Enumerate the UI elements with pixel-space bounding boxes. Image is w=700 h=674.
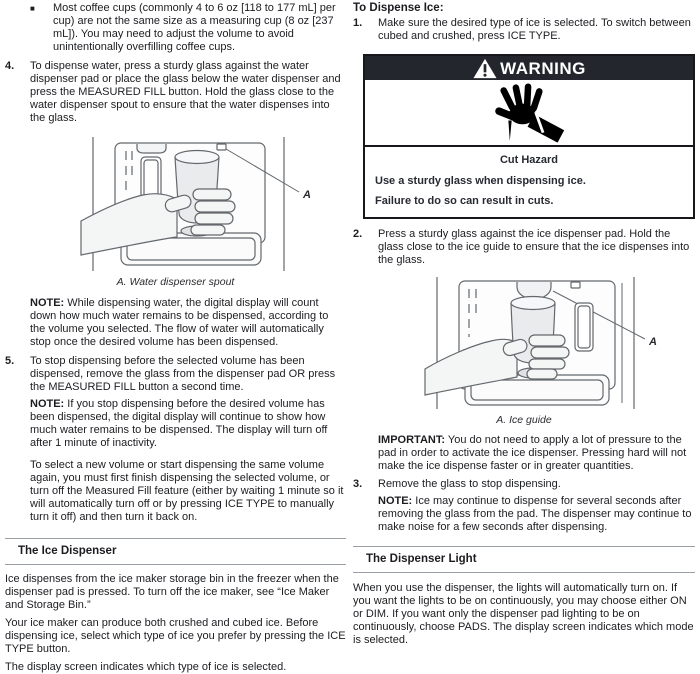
figure-caption: A. Water dispenser spout xyxy=(116,276,235,288)
finger xyxy=(191,225,225,235)
step-text: Make sure the desired type of ice is selected. To switch between cubed and crushed, press ICE TYPE. xyxy=(378,17,691,42)
note-label: NOTE: xyxy=(30,398,65,410)
figure-caption: A. Ice guide xyxy=(496,414,552,426)
step-2 xyxy=(353,228,695,267)
warning-triangle-icon xyxy=(472,57,498,80)
ice-dispenser-paragraph: Your ice maker can produce both crushed and cubed ice. Before dispensing ice, select which type of ice you prefer by pressing the ICE TYPE button. xyxy=(5,617,346,655)
new-volume-paragraph: To select a new volume or start dispensing the same volume again, you must first finish dispensing the selected volume, or turn off the Measured Fill feature (either by waiting 1 minute so it will automatically turn off or by pressing ICE TYPE to manually turn it off) and then turn it back on. xyxy=(30,459,344,523)
finger xyxy=(195,213,233,224)
important-paragraph xyxy=(378,434,695,473)
step-text: To stop dispensing before the selected volume has been dispensed, remove the glass from the dispenser pad OR press the MEASURED FILL button a second time. xyxy=(30,355,336,393)
section-title: The Dispenser Light xyxy=(366,553,477,565)
step-text: To dispense water, press a sturdy glass against the water dispenser pad or place the glass below the water dispenser and press the MEASURED FILL button. Hold the glass close to the water dispenser spout to ensure that the water dispenses into the glass. xyxy=(30,60,341,124)
step-1 xyxy=(353,17,695,43)
dispenser-light-paragraph: When you use the dispenser, the lights will automatically turn on. If you want the lights to be on continuously, you may choose either ON or DIM. If you want only the dispenser pad lighting to be on continuously, choose PADS. The display screen indicates which mode is selected. xyxy=(353,582,694,646)
section-header-ice-dispenser xyxy=(5,538,346,565)
warning-line: Failure to do so can result in cuts. xyxy=(375,195,554,207)
ice-dispenser-paragraph: Ice dispenses from the ice maker storage bin in the freezer when the dispenser pad is pressed. To turn off the ice maker, see “Ice Maker and Storage Bin.” xyxy=(5,573,339,611)
finger xyxy=(531,347,569,358)
cup-recess xyxy=(137,144,166,153)
note-label: NOTE: xyxy=(30,297,65,309)
step-text: Remove the glass to stop dispensing. xyxy=(378,478,561,490)
warning-title: WARNING xyxy=(500,58,586,78)
note-paragraph xyxy=(30,297,346,349)
water-spout xyxy=(217,144,226,150)
warning-icon-area xyxy=(365,80,693,147)
hazard-title: Cut Hazard xyxy=(499,154,559,166)
note-paragraph xyxy=(30,398,346,450)
finger xyxy=(529,335,565,346)
niche-notch xyxy=(571,282,580,288)
note-text: If you stop dispensing before the desired volume has been dispensed, the digital display will continue to show how much water remains to be dispensed. The display will turn off after 1 minute of inactivity. xyxy=(30,398,328,449)
water-dispenser-illustration xyxy=(31,135,321,273)
step-4 xyxy=(5,60,346,125)
square-bullet-icon: ■ xyxy=(30,4,35,13)
step-number: 2. xyxy=(353,228,363,240)
section-header-dispenser-light xyxy=(353,546,695,573)
step-number: 1. xyxy=(353,17,363,29)
step-number: 5. xyxy=(5,355,15,367)
glass-rim xyxy=(175,151,219,164)
step-number: 3. xyxy=(353,478,363,490)
coffee-cups-bullet xyxy=(5,2,346,54)
section-title: The Ice Dispenser xyxy=(18,545,117,557)
step-3 xyxy=(353,478,695,491)
step-5 xyxy=(5,355,346,394)
note-text: Ice may continue to dispense for several seconds after removing the glass from the pad. The dispenser may continue to make noise for a few seconds after dispensing. xyxy=(378,495,692,533)
important-text: You do not need to apply a lot of pressure to the pad in order to activate the ice dispenser. Pressing hard will not make the ice dispense faster or in greater quantities. xyxy=(378,434,687,472)
to-dispense-ice-heading: To Dispense Ice: xyxy=(353,2,444,14)
glass-rim xyxy=(511,297,555,310)
right-column xyxy=(353,2,695,647)
bullet-text: Most coffee cups (commonly 4 to 6 oz [118 to 177 mL] per cup) are not the same size as a measuring cup (8 oz [237 mL]). You may need to adjust the volume to avoid unintentionally overfilling coffee cups. xyxy=(53,2,336,53)
finger xyxy=(527,369,557,379)
left-column xyxy=(5,0,346,674)
important-label: IMPORTANT: xyxy=(378,434,446,446)
warning-header xyxy=(365,56,693,80)
step-text: Press a sturdy glass against the ice dispenser pad. Hold the glass close to the ice guide to ensure that the ice dispenses into the glass. xyxy=(378,228,690,266)
cut-hazard-warning-box xyxy=(363,54,695,219)
finger xyxy=(529,359,565,369)
step-number: 4. xyxy=(5,60,15,72)
warning-line: Use a sturdy glass when dispensing ice. xyxy=(375,175,586,187)
note-paragraph xyxy=(378,495,695,534)
water-dispenser-figure xyxy=(5,135,346,289)
note-label: NOTE: xyxy=(378,495,413,507)
finger xyxy=(195,201,235,212)
cut-hazard-hand-icon xyxy=(481,83,577,143)
ice-dispenser-illustration xyxy=(379,275,669,411)
note-text: While dispensing water, the digital display will count down how much water remains to be dispensed, according to the volume you selected. The flow of water will automatically stop once the desired volume has been dispensed. xyxy=(30,297,329,348)
callout-label: A xyxy=(302,189,311,201)
ice-dispenser-figure xyxy=(353,275,695,427)
warning-text-area xyxy=(365,147,693,217)
callout-label: A xyxy=(649,336,657,348)
ice-dispenser-paragraph: The display screen indicates which type of ice is selected. xyxy=(5,661,287,673)
finger xyxy=(193,189,231,200)
